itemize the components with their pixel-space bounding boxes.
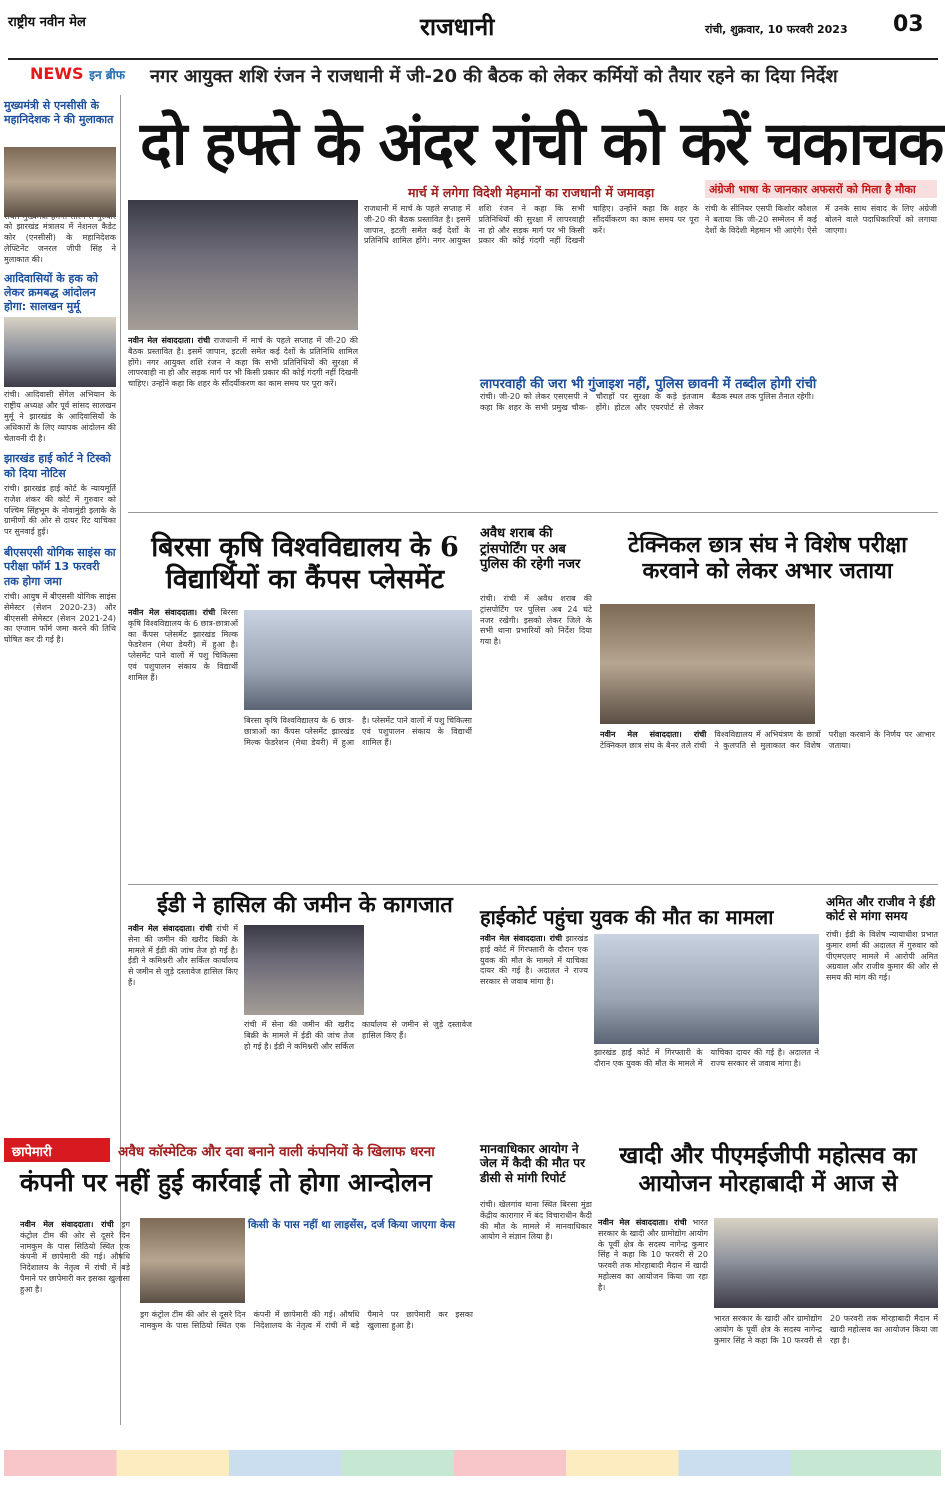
page-number: 03 — [893, 12, 924, 37]
amit-body — [826, 930, 938, 1130]
technical-photo — [600, 604, 815, 724]
brief-headline: झारखंड हाई कोर्ट ने टिस्को को दिया नोटिस — [4, 452, 111, 480]
technical-text: टेक्निकल छात्र संघ के बैनर तले रांची विश्वविद्यालय में अभियंत्रण के छात्रों ने कुलपति से मुलाकात कर विशेष परीक्षा करवाने के निर्णय पर आभार जताया। — [600, 730, 935, 750]
lead-side-body — [705, 204, 937, 344]
cosmetic-photo — [140, 1218, 245, 1303]
highcourt-byline: नवीन मेल संवाददाता। रांची — [480, 934, 563, 943]
liquor-body — [480, 594, 592, 884]
ed-headline: ईडी ने हासिल की जमीन के कागजात — [157, 892, 453, 918]
highcourt-body-left — [480, 934, 588, 1134]
technical-headline: टेक्निकल छात्र संघ ने विशेष परीक्षा करवाने को लेकर अभार जताया — [628, 532, 907, 585]
khadi-text-continued: भारत सरकार के खादी और ग्रामोद्योग आयोग के पूर्वी क्षेत्र के सदस्य नागेन्द्र कुमार सिंह ने कहा कि 10 फरवरी से 20 फरवरी तक मोरहाबादी मैदान में खादी महोत्सव का आयोजन किया जा रहा है। — [714, 1314, 938, 1345]
brief-text: रांची। आयुष में बीएससी योगिक साइंस सेमेस्टर (सेशन 2020-23) और बीएससी सेमेस्टर (सेशन 2021-24) का एग्जाम फॉर्म जमा करने की तिथि घोषित कर दी गई है। — [4, 591, 116, 645]
ed-text-continued: रांची में सेना की जमीन की खरीद बिक्री के मामले में ईडी की जांच तेज हो गई है। ईडी ने कमिश्नरी और सर्किल कार्यालय से जमीन से जुड़े दस्तावेज हासिल किए हैं। — [244, 1020, 472, 1051]
ed-body — [244, 1020, 472, 1135]
human-rights-headline: मानवाधिकार आयोग ने जेल में कैदी की मौत पर डीसी से मांगी रिपोर्ट — [480, 1142, 585, 1185]
lead-text-continued: राजधानी में मार्च के पहले सप्ताह में जी-20 की बैठक प्रस्तावित है। इसमें जापान, इटली समेत कई देशों के प्रतिनिधि शामिल होंगे। नगर आयुक्त शशि रंजन ने कहा कि सभी प्रतिनिधियों की सुरक्षा में लापरवाही ना हो और सड़क मार्ग पर भी किसी प्रकार की कोई गंदगी नहीं दिखनी चाहिए। उन्होंने कहा कि शहर के सौंदर्यीकरण का काम समय पर पूरा करें। — [364, 204, 699, 246]
police-body — [480, 392, 935, 502]
cosmetic-body-left — [20, 1220, 130, 1435]
birsa-photo — [244, 610, 472, 710]
lead-byline: नवीन मेल संवाददाता। रांची — [128, 336, 211, 345]
birsa-body-left — [128, 608, 238, 878]
brief-text: रांची। आदिवासी सेंगेल अभियान के राष्ट्रीय अध्यक्ष और पूर्व सांसद सालखन मुर्मू ने झारखंड के आदिवासियों के अधिकारों के लिए व्यापक आंदोलन की चेतावनी दी है। — [4, 390, 116, 443]
brief-headline: आदिवासियों के हक को लेकर क्रमबद्ध आंदोलन होगा: सालखन मुर्मू — [4, 271, 98, 314]
human-rights-text: रांची। खेलगांव थाना स्थित बिरसा मुंडा केंद्रीय कारागार में बंद विचाराधीन कैदी की मौत के मामले में मानवाधिकार आयोग ने संज्ञान लिया है। — [480, 1200, 592, 1242]
cosmetic-subbox: किसी के पास नहीं था लाइसेंस, दर्ज किया जाएगा केस — [248, 1219, 456, 1231]
news-label: NEWS — [30, 64, 84, 83]
lead-side-text: रांची के सीनियर एसपी किशोर कौशल ने बताया कि जी-20 सम्मेलन में कई देशों के विदेशी मेहमान भी आएंगे। ऐसे में उनके साथ संवाद के लिए अंग्रेजी बोलने वाले पदाधिकारियों को लगाया जाएगा। — [705, 204, 937, 235]
liquor-text: रांची। रांची में अवैध शराब की ट्रांसपोर्टिंग पर पुलिस अब 24 घंटे नजर रखेगी। इसको लेकर जिले के सभी थाना प्रभारियों को निर्देश दिया गया है। — [480, 594, 592, 647]
brief-text: रांची। झारखंड हाई कोर्ट के न्यायमूर्ति राजेश शंकर की कोर्ट में गुरुवार को पश्चिम सिंहभूम के नोवामुंडी इलाके के ग्रामीणों की ओर से दायर रिट याचिका पर सुनवाई हुई। — [4, 484, 116, 537]
khadi-body — [714, 1314, 938, 1435]
khadi-photo — [714, 1218, 938, 1308]
highcourt-photo — [594, 934, 819, 1044]
brief-item — [4, 546, 116, 646]
khadi-byline: नवीन मेल संवाददाता। रांची — [598, 1218, 687, 1227]
section-divider — [128, 884, 938, 885]
birsa-body — [244, 716, 472, 876]
lead-body-left — [128, 336, 358, 506]
cosmetic-byline: नवीन मेल संवाददाता। रांची — [20, 1220, 114, 1229]
birsa-headline: बिरसा कृषि विश्वविद्यालय के 6 विद्यार्थियों का कैंपस प्लेसमेंट — [151, 532, 459, 596]
lead-body-columns — [364, 204, 699, 354]
brief-headline: बीएसएसी योगिक साइंस का परीक्षा फॉर्म 13 फरवरी तक होगा जमा — [4, 546, 116, 588]
police-headline: लापरवाही की जरा भी गुंजाइश नहीं, पुलिस छावनी में तब्दील होगी रांची — [480, 377, 817, 392]
highcourt-body — [594, 1048, 819, 1134]
ed-photo — [244, 925, 364, 1015]
highcourt-text: झारखंड हाई कोर्ट में गिरफ्तारी के दौरान एक युवक की मौत के मामले में याचिका दायर की गई है। अदालत ने राज्य सरकार से जवाब मांगा है। — [480, 934, 588, 987]
lead-text: राजधानी में मार्च के पहले सप्ताह में जी-20 की बैठक प्रस्तावित है। इसमें जापान, इटली समेत कई देशों के प्रतिनिधि शामिल होंगे। नगर आयुक्त शशि रंजन ने कहा कि सभी प्रतिनिधियों की सुरक्षा में लापरवाही ना हो और सड़क मार्ग पर भी किसी प्रकार की कोई गंदगी नहीं दिखनी चाहिए। उन्होंने कहा कि शहर के सौंदर्यीकरण का काम समय पर पूरा करें। — [128, 336, 358, 389]
technical-byline: नवीन मेल संवाददाता। रांची — [600, 730, 707, 739]
ed-body-left — [128, 924, 238, 1134]
birsa-text: बिरसा कृषि विश्वविद्यालय के 6 छात्र-छात्राओं का कैंपस प्लेसमेंट झारखंड मिल्क फेडरेशन (मेधा डेयरी) में हुआ है। प्लेसमेंट पाने वालों में पशु चिकित्सा एवं पशुपालन संकाय के विद्यार्थी शामिल हैं। — [128, 608, 238, 682]
bottom-color-band — [4, 1450, 941, 1476]
ed-text: रांची में सेना की जमीन की खरीद बिक्री के मामले में ईडी की जांच तेज हो गई है। ईडी ने कमिश्नरी और सर्किल कार्यालय से जमीन से जुड़े दस्तावेज हासिल किए हैं। — [128, 924, 238, 987]
dateline: रांची, शुक्रवार, 10 फरवरी 2023 — [705, 23, 848, 36]
highcourt-text-continued: झारखंड हाई कोर्ट में गिरफ्तारी के दौरान एक युवक की मौत के मामले में याचिका दायर की गई है। अदालत ने राज्य सरकार से जवाब मांगा है। — [594, 1048, 819, 1068]
brief-photo — [4, 147, 116, 217]
news-sub-label: इन ब्रीफ — [89, 68, 126, 82]
top-line-headline: नगर आयुक्त शशि रंजन ने राजधानी में जी-20 की बैठक को लेकर कर्मियों को तैयार रहने का दिया निर्देश — [150, 66, 838, 87]
amit-headline: अमित और राजीव ने ईडी कोर्ट से मांगा समय — [826, 895, 935, 924]
khadi-body-left — [598, 1218, 708, 1435]
khadi-headline: खादी और पीएमईजीपी महोत्सव का आयोजन मोरहाबादी में आज से — [619, 1142, 917, 1197]
raid-tag-label: छापेमारी — [12, 1145, 52, 1160]
section-title: राजधानी — [420, 12, 495, 41]
lead-subhead: मार्च में लगेगा विदेशी मेहमानों का राजधानी में जमावड़ा — [408, 185, 655, 200]
section-divider — [128, 512, 938, 513]
lead-side-title: अंग्रेजी भाषा के जानकार अफसरों को मिला है मौका — [709, 183, 916, 196]
human-rights-body — [480, 1200, 592, 1435]
cosmetic-text-continued: ड्रग कंट्रोल टीम की ओर से दूसरे दिन नामकुम के पास सिठियो स्थित एक कंपनी में छापेमारी की गई। औषधि निदेशालय के नेतृत्व में रांची में बड़े पैमाने पर छापेमारी कर इसका खुलासा हुआ है। — [140, 1310, 473, 1330]
birsa-byline: नवीन मेल संवाददाता। रांची — [128, 608, 216, 617]
cosmetic-headline: कंपनी पर नहीं हुई कार्रवाई तो होगा आन्दोलन — [20, 1168, 432, 1197]
lead-headline: दो हफ्ते के अंदर रांची को करें चकाचक — [140, 109, 943, 179]
lead-photo — [128, 200, 358, 330]
khadi-text: भारत सरकार के खादी और ग्रामोद्योग आयोग के पूर्वी क्षेत्र के सदस्य नागेन्द्र कुमार सिंह ने कहा कि 10 फरवरी से 20 फरवरी तक मोरहाबादी मैदान में खादी महोत्सव का आयोजन किया जा रहा है। — [598, 1218, 708, 1292]
raid-tag — [4, 1138, 110, 1162]
lead-side-title-box — [705, 180, 937, 198]
cosmetic-kicker: अवैध कॉस्मेटिक और दवा बनाने वाली कंपनियों के खिलाफ धरना — [118, 1144, 435, 1160]
brief-headline: मुख्यमंत्री से एनसीसी के महानिदेशक ने की मुलाकात — [4, 99, 114, 127]
newspaper-logo: राष्ट्रीय नवीन मेल — [8, 15, 86, 30]
ed-byline: नवीन मेल संवाददाता। रांची — [128, 924, 213, 933]
brief-item — [4, 272, 116, 445]
amit-text: रांची। ईडी के विशेष न्यायाधीश प्रभात कुमार शर्मा की अदालत में गुरुवार को पीएमएलए मामले में आरोपी अमित अग्रवाल और राजीव कुमार की ओर से समय की मांग की गई। — [826, 930, 938, 983]
brief-item — [4, 99, 116, 266]
liquor-headline: अवैध शराब की ट्रांसपोर्टिंग पर अब पुलिस की रहेगी नजर — [480, 526, 581, 573]
cosmetic-body — [140, 1310, 473, 1435]
police-text: रांची। जी-20 को लेकर एसएसपी ने कहा कि शहर के सभी प्रमुख चौक-चौराहों पर सुरक्षा के कड़े इंतजाम होंगे। होटल और एयरपोर्ट से लेकर बैठक स्थल तक पुलिस तैनात रहेगी। — [480, 392, 814, 412]
highcourt-headline: हाईकोर्ट पहुंचा युवक की मौत का मामला — [480, 905, 774, 929]
cosmetic-text: ड्रग कंट्रोल टीम की ओर से दूसरे दिन नामकुम के पास सिठियो स्थित एक कंपनी में छापेमारी की गई। औषधि निदेशालय के नेतृत्व में रांची में बड़े पैमाने पर छापेमारी कर इसका खुलासा हुआ है। — [20, 1220, 130, 1294]
brief-text: को झारखंड मंत्रालय में नेशनल कैडेट कोर (एनसीसी) के महानिदेशक लेफ्टिनेंट जनरल जीपी सिंह ने मुलाकात की। — [4, 222, 116, 264]
brief-photo — [4, 317, 116, 387]
birsa-text-continued: बिरसा कृषि विश्वविद्यालय के 6 छात्र-छात्राओं का कैंपस प्लेसमेंट झारखंड मिल्क फेडरेशन (मेधा डेयरी) में हुआ है। प्लेसमेंट पाने वालों में पशु चिकित्सा एवं पशुपालन संकाय के विद्यार्थी शामिल हैं। — [244, 716, 472, 747]
technical-body — [600, 730, 935, 875]
news-brief-label — [30, 64, 125, 83]
brief-item — [4, 452, 116, 538]
